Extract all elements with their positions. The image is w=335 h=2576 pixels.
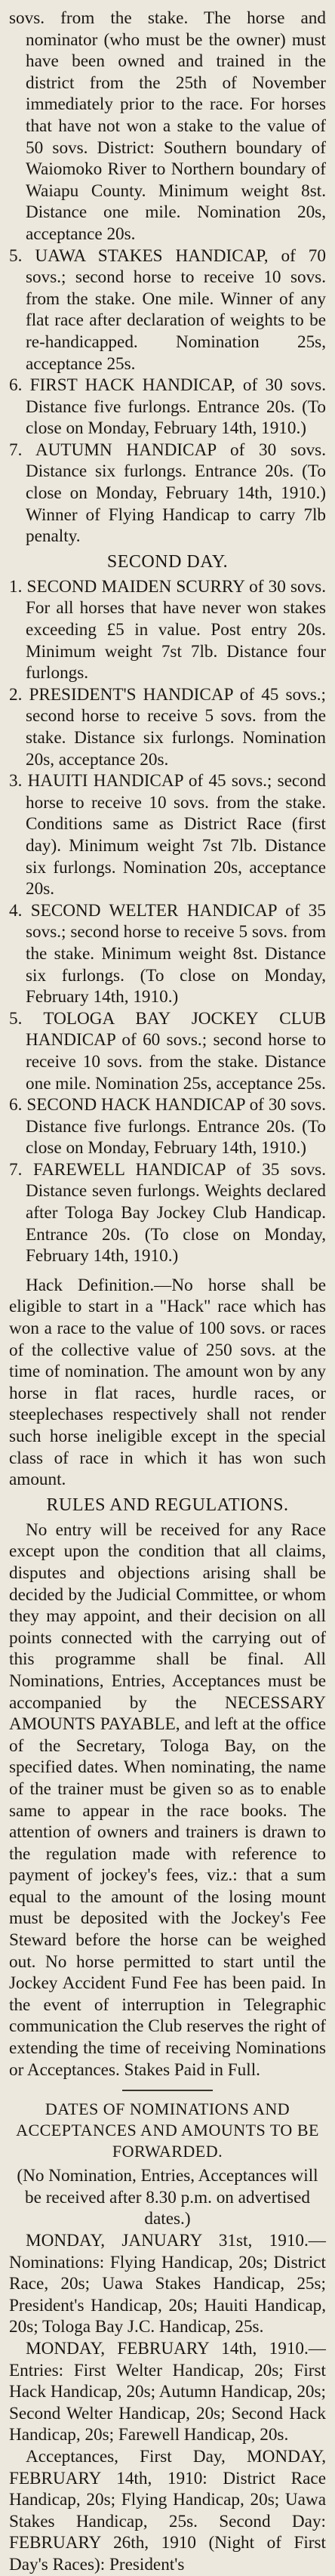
hack-definition: Hack Definition.—No horse shall be eligible to start in a "Hack" race which has won a race to the value of 100 sovs. or races of the collective value of 250 sovs. at the time of nomination. The amount won by any horse in flat races, hurdle races, or steeplechases respectively shall not render such horse ineligible except in the special class of race in which it has won such amount. xyxy=(9,1275,326,1490)
list-item: 5. UAWA STAKES HANDICAP, of 70 sovs.; second horse to receive 10 sovs. from the stake. One mile. Winner of any flat race after declaration of weights to be re-handicapped. Nomination 25s, acceptance 25s. xyxy=(9,245,326,374)
list-item: 1. SECOND MAIDEN SCURRY of 30 sovs. For all horses that have never won stakes exceeding £5 in value. Post entry 20s. Minimum weight 7st 7lb. Distance four furlongs. xyxy=(9,576,326,683)
list-item: 7. FAREWELL HANDICAP of 35 sovs. Distance seven furlongs. Weights declared after Tologa Bay Jockey Club Handicap. Entrance 20s. (To close on Monday, February 14th, 1910.) xyxy=(9,1159,326,1266)
list-item: 6. SECOND HACK HANDICAP of 30 sovs. Distance five furlongs. Entrance 20s. (To close on Monday, February 14th, 1910.) xyxy=(9,1095,326,1158)
section-heading: RULES AND REGULATIONS. xyxy=(46,1495,289,1515)
divider xyxy=(122,2090,213,2091)
list-item: MONDAY, JANUARY 31st, 1910.—Nominations: Flying Handicap, 20s; District Race, 20s; Uawa Stakes Handicap, 25s; President's Handicap, 20s; Hauiti Handicap, 20s; Tologa Bay J.C. Handicap, 25s. xyxy=(9,2231,326,2337)
list-item: 6. FIRST HACK HANDICAP, of 30 sovs. Distance five furlongs. Entrance 20s. (To close on Monday, February 14th, 1910.) xyxy=(9,375,326,439)
section-heading: DATES OF NOMINATIONS AND ACCEPTANCES AND AMOUNTS TO BE FORWARDED. xyxy=(16,2099,319,2161)
list-item: 2. PRESIDENT'S HANDICAP of 45 sovs.; second horse to receive 5 sovs. from the stake. Distance six furlongs. Nomination 20s, acceptance 20s. xyxy=(9,684,326,770)
list-item: Acceptances, First Day, MONDAY, FEBRUARY 14th, 1910: District Race Handicap, 20s; Flying Handicap, 20s; Uawa Stakes Handicap, 25s. Second Day: FEBRUARY 26th, 1910 (Night of First Day's Races): President's xyxy=(9,2446,326,2574)
list-item: 3. HAUITI HANDICAP of 45 sovs.; second horse to receive 10 sovs. from the stake. Conditions same as District Race (first day). Minimum weight 7st 7lb. Distance six furlongs. Nomination 20s, acceptance 20s. xyxy=(9,771,326,899)
list-item: 7. AUTUMN HANDICAP of 30 sovs. Distance six furlongs. Entrance 20s. (To close on Monday, February 14th, 1910.) Winner of Flying Handicap to carry 7lb penalty. xyxy=(9,440,326,547)
list-item: MONDAY, FEBRUARY 14th, 1910.—Entries: First Welter Handicap, 20s; First Hack Handicap, 20s; Autumn Handicap, 20s; Second Welter Handicap, 20s; Second Hack Handicap, 20s; Farewell Handicap, 20s. xyxy=(9,2338,326,2445)
dates-list xyxy=(9,2230,326,2576)
section-heading: SECOND DAY. xyxy=(106,551,229,572)
first-day-list xyxy=(9,8,326,548)
list-item: 5. TOLOGA BAY JOCKEY CLUB HANDICAP of 60 sovs.; second horse to receive 10 sovs. from the stake. Distance one mile. Nomination 25s, acceptance 25s. xyxy=(9,1008,326,1094)
second-day-list xyxy=(9,576,326,1267)
dates-note: (No Nomination, Entries, Acceptances will be received after 8.30 p.m. on advertised dates.) xyxy=(17,2166,318,2229)
list-item: sovs. from the stake. The horse and nominator (who must be the owner) must have been owned and trained in the district from the 25th of November immediately prior to the race. For horses that have not won a stake to the value of 50 sovs. District: Southern boundary of Waiomoko River to Northern boundary of Waiapu County. Minimum weight 8st. Distance one mile. Nomination 20s, acceptance 20s. xyxy=(9,8,326,244)
rules-text: No entry will be received for any Race except upon the condition that all claims, disputes and objections arising shall be decided by the Judicial Committee, or whom they may appoint, and their decision on all points connected with the carrying out of this programme shall be final. All Nominations, Entries, Acceptances must be accompanied by the NECESSARY AMOUNTS PAYABLE, and left at the office of the Secretary, Tologa Bay, on the specified dates. When nominating, the name of the trainer must be given so as to enable same to appear in the race books. The attention of owners and trainers is drawn to the regulation made with reference to payment of jockey's fees, viz.: that a sum equal to the amount of the losing mount must be deposited with the Jockey's Fee Steward before the horse can be weighed out. No horse permitted to start until the Jockey Accident Fund Fee has been paid. In the event of interruption in Telegraphic communication the Club reserves the right of extending the time of receiving Nominations or Acceptances. Stakes Paid in Full. xyxy=(9,1519,326,2080)
list-item: 4. SECOND WELTER HANDICAP of 35 sovs.; second horse to receive 5 sovs. from the stake. Minimum weight 8st. Distance six furlongs. (To close on Monday, February 14th, 1910.) xyxy=(9,900,326,1007)
